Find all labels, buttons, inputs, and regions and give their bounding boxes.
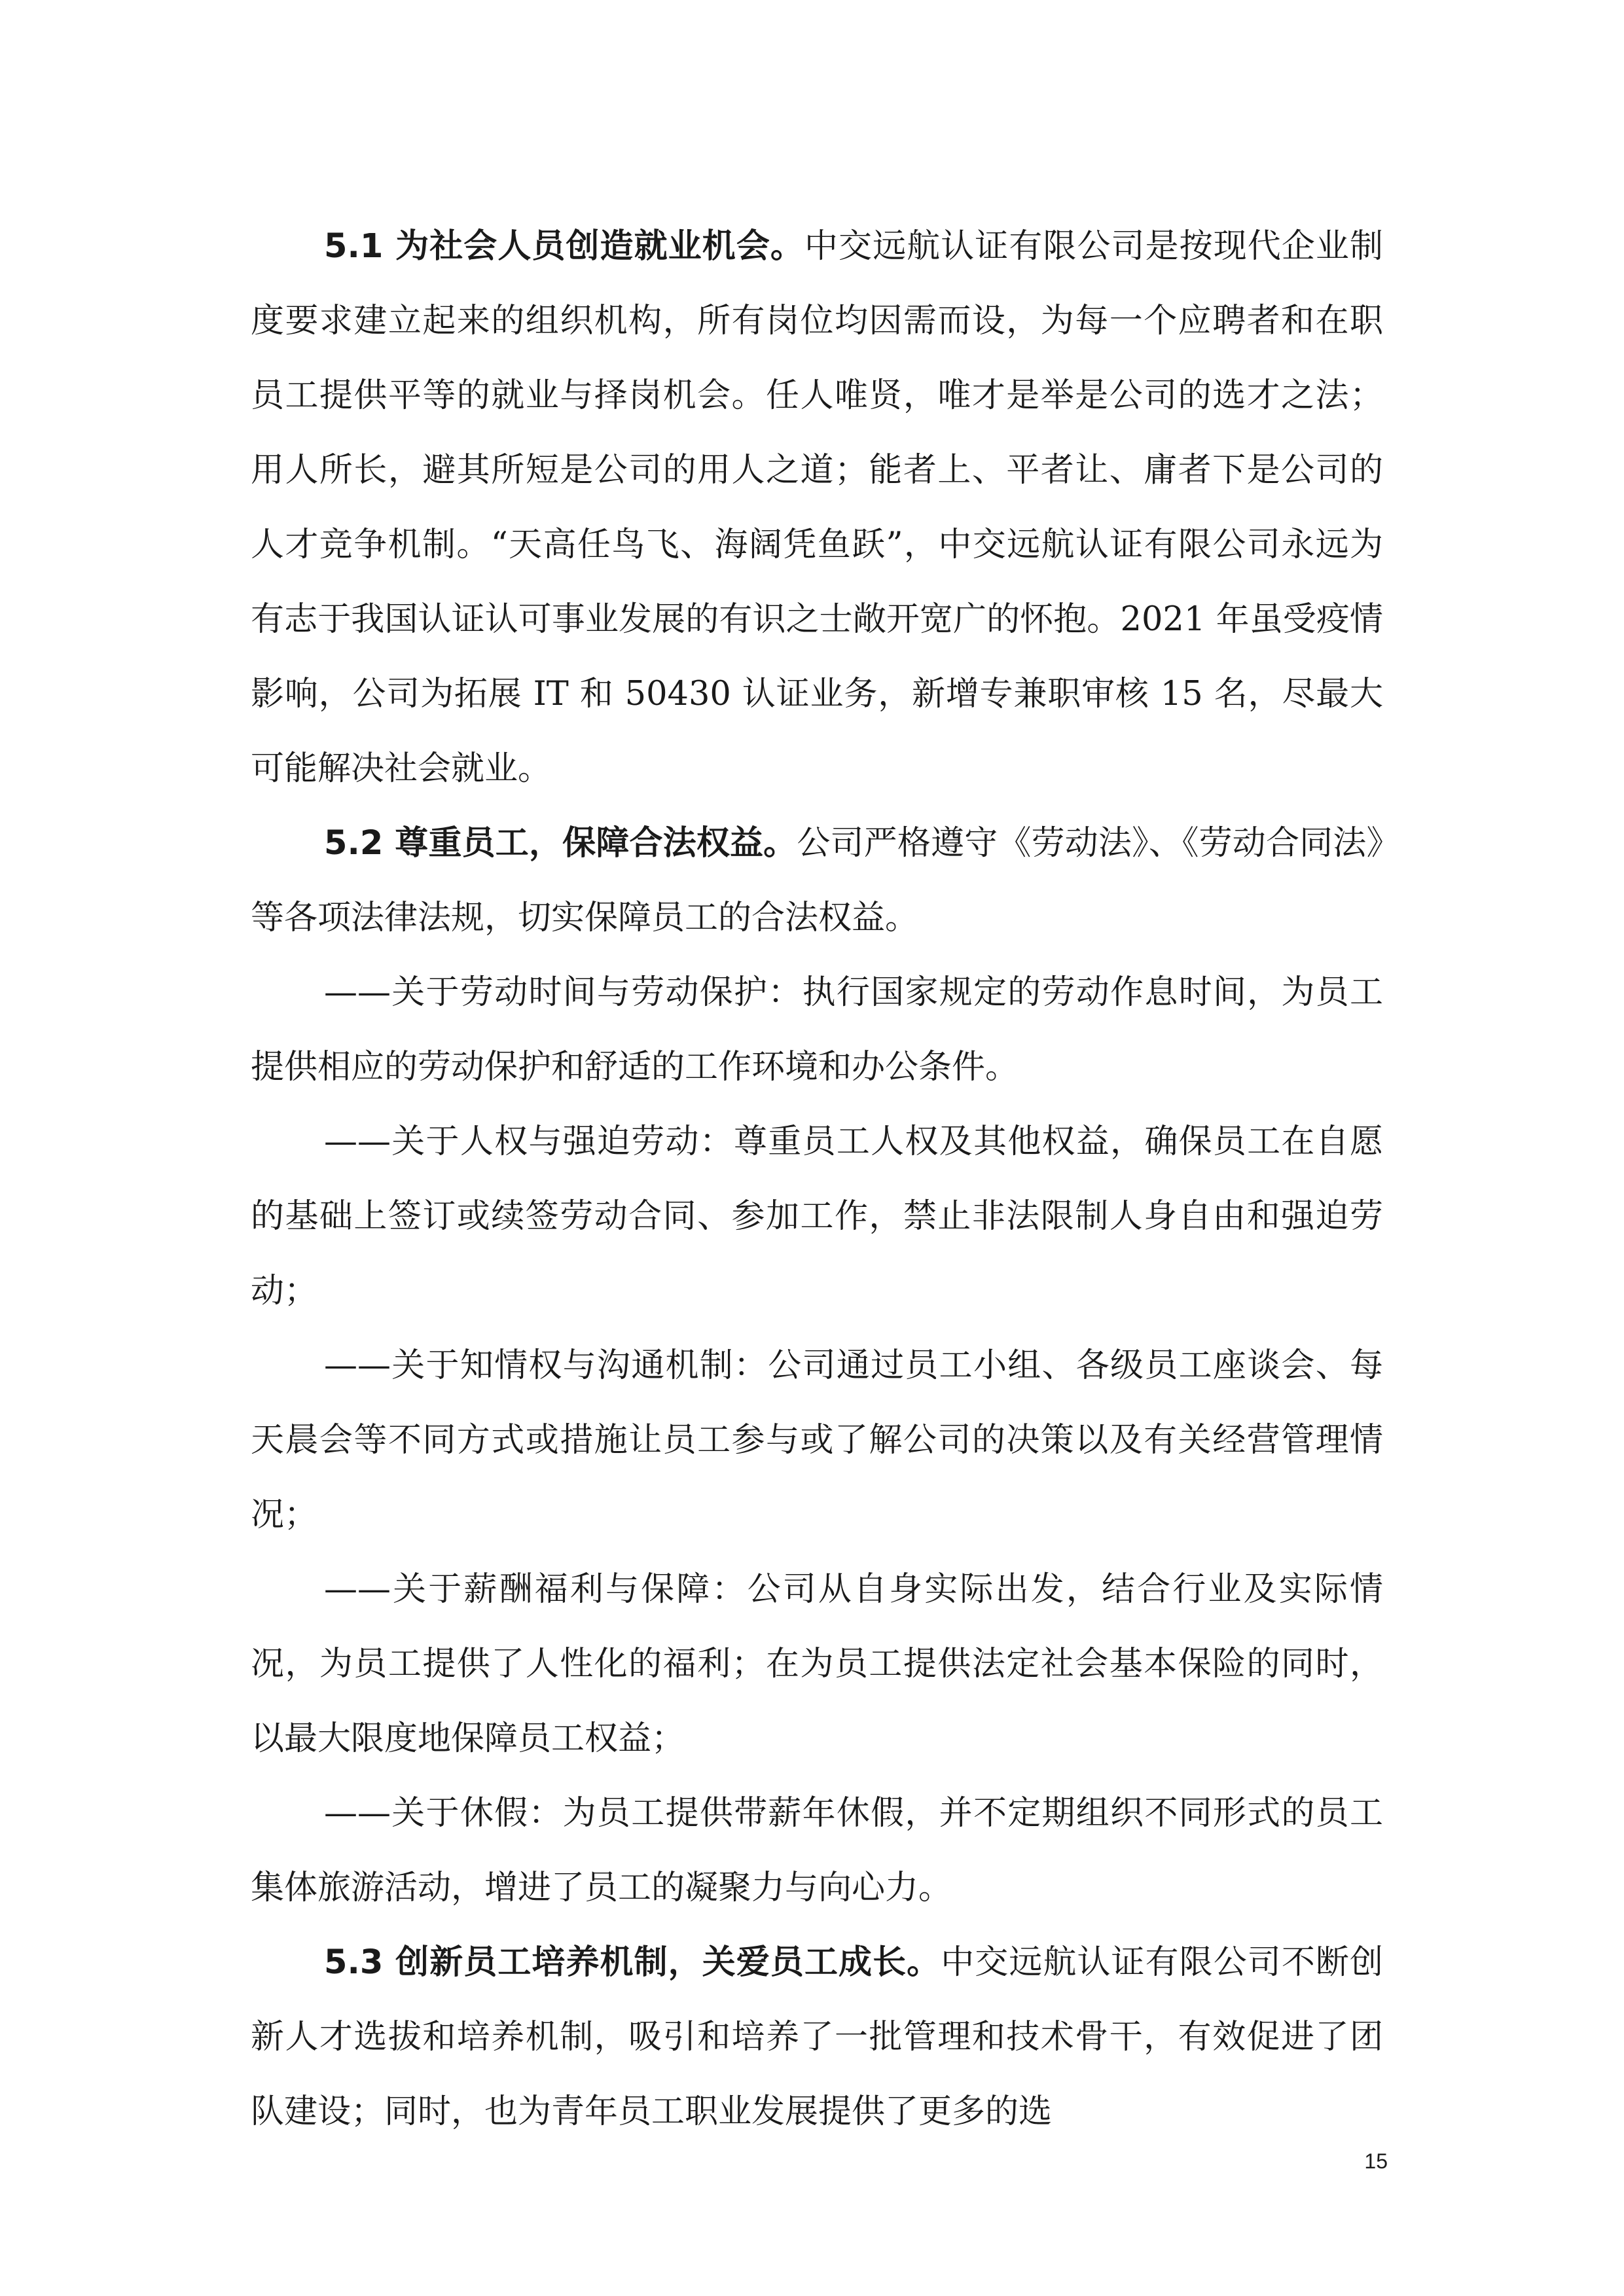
section-heading-5-2: 5.2 尊重员工，保障合法权益。 (324, 824, 797, 863)
paragraph-text: 公司严格遵守《劳动法》、《劳动合同法》等各项法律法规，切实保障员工的合法权益。 (251, 824, 1383, 937)
paragraph-vacation (251, 1776, 1383, 1926)
document-body (251, 209, 1383, 2149)
paragraph-human-rights (251, 1105, 1383, 1329)
paragraph-text: ——关于劳动时间与劳动保护：执行国家规定的劳动作息时间，为员工提供相应的劳动保护和舒适的工作环境和办公条件。 (251, 973, 1383, 1086)
paragraph-5-2 (251, 806, 1383, 956)
paragraph-5-3 (251, 1926, 1383, 2149)
paragraph-text: ——关于人权与强迫劳动：尊重员工人权及其他权益，确保员工在自愿的基础上签订或续签劳动合同、参加工作，禁止非法限制人身自由和强迫劳动； (251, 1122, 1383, 1310)
section-heading-5-3: 5.3 创新员工培养机制，关爱员工成长。 (324, 1943, 941, 1982)
page-number: 15 (1364, 2149, 1388, 2173)
paragraph-text: ——关于薪酬福利与保障：公司从自身实际出发，结合行业及实际情况，为员工提供了人性化的福利；在为员工提供法定社会基本保险的同时，以最大限度地保障员工权益； (251, 1570, 1383, 1758)
paragraph-text: 中交远航认证有限公司不断创新人才选拔和培养机制，吸引和培养了一批管理和技术骨干，有效促进了团队建设；同时，也为青年员工职业发展提供了更多的选 (251, 1943, 1383, 2131)
paragraph-text: 中交远航认证有限公司是按现代企业制度要求建立起来的组织机构，所有岗位均因需而设，为每一个应聘者和在职员工提供平等的就业与择岗机会。任人唯贤，唯才是举是公司的选才之法；用人所长，避其所短是公司的用人之道；能者上、平者让、庸者下是公司的人才竞争机制。“天高任鸟飞、海阔凭鱼跃”，中交远航认证有限公司永远为有志于我国认证认可事业发展的有识之士敞开宽广的怀抱。2021 年虽受疫情影响，公司为拓展 IT 和 50430 认证业务，新增专兼职审核 15 名，尽最大可能解决社会就业。 (251, 227, 1383, 788)
paragraph-text: ——关于知情权与沟通机制：公司通过员工小组、各级员工座谈会、每天晨会等不同方式或措施让员工参与或了解公司的决策以及有关经营管理情况； (251, 1346, 1383, 1534)
paragraph-text: ——关于休假：为员工提供带薪年休假，并不定期组织不同形式的员工集体旅游活动，增进了员工的凝聚力与向心力。 (251, 1794, 1383, 1907)
paragraph-communication (251, 1329, 1383, 1552)
paragraph-labor-time (251, 956, 1383, 1105)
paragraph-5-1 (251, 209, 1383, 806)
paragraph-welfare (251, 1552, 1383, 1776)
section-heading-5-1: 5.1 为社会人员创造就业机会。 (324, 227, 804, 266)
